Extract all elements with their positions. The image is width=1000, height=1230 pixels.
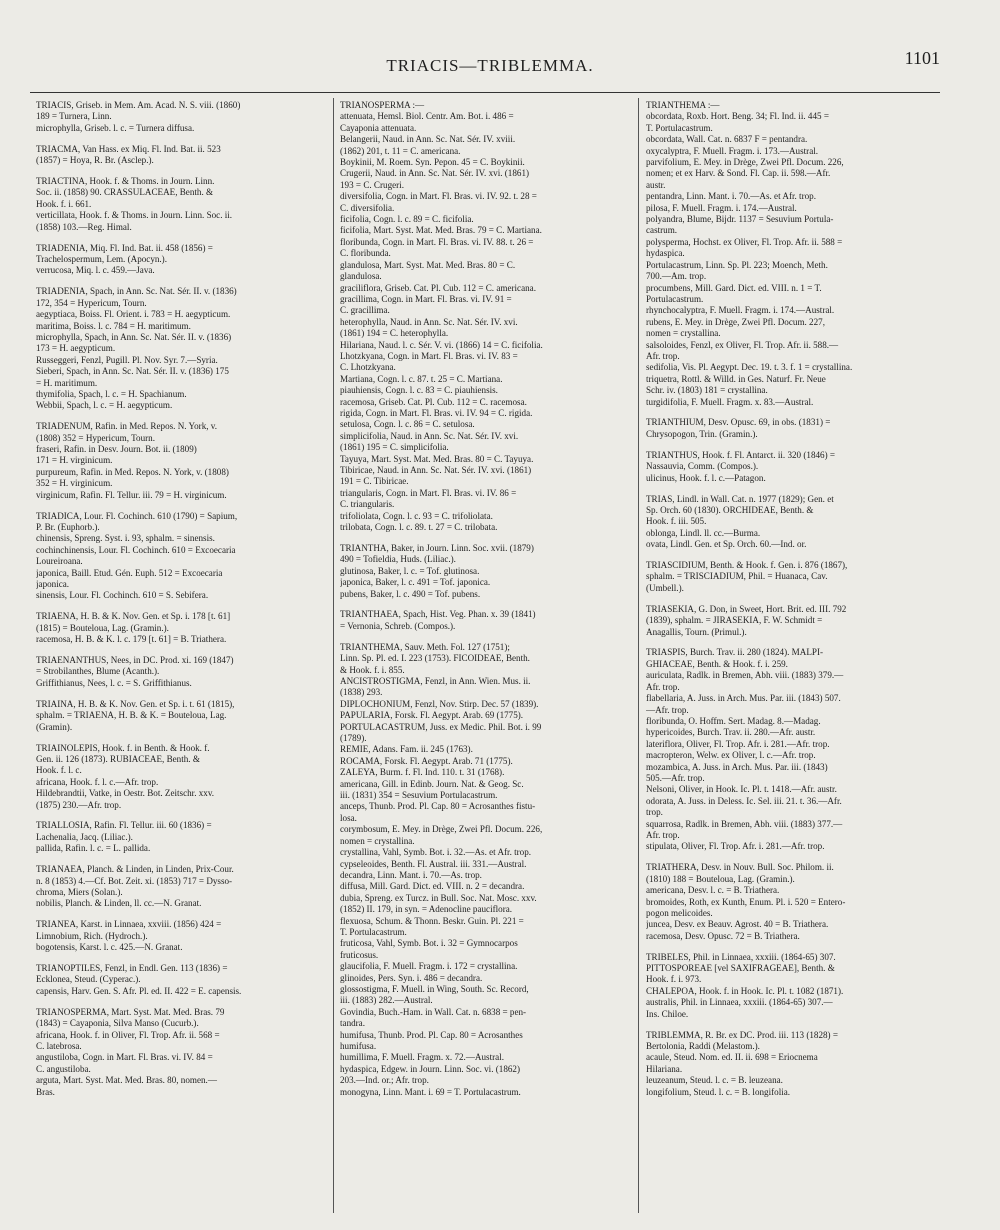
entry-line: nomen = crystallina. xyxy=(340,835,415,846)
dictionary-entry xyxy=(36,963,331,997)
entry-line: Ins. Chiloe. xyxy=(646,1008,689,1019)
entry-line: americana, Gill. in Edinb. Journ. Nat. & Geog. Sc. xyxy=(340,778,524,789)
entry-line: monogyna, Linn. Mant. i. 69 = T. Portulacastrum. xyxy=(340,1086,521,1097)
dictionary-entry xyxy=(36,286,331,411)
entry-line: Hook. f. l. c. xyxy=(36,765,82,776)
entry-line: oxycalyptra, F. Muell. Fragm. i. 173.—Austral. xyxy=(646,145,819,156)
entry-line: graciliflora, Griseb. Cat. Pl. Cub. 112 = C. americana. xyxy=(340,282,536,293)
entry-line: CHALEPOA, Hook. f. in Hook. Ic. Pl. t. 1082 (1871). xyxy=(646,985,844,996)
entry-line: japonica, Baill. Etud. Gén. Euph. 512 = Excoecaria xyxy=(36,567,223,578)
entry-line: Gen. ii. 126 (1873). RUBIACEAE, Benth. & xyxy=(36,753,200,764)
entry-headline: TRIANTHIUM, Desv. Opusc. 69, in obs. (1831) = xyxy=(646,417,831,428)
dictionary-entry xyxy=(36,243,331,277)
dictionary-entry xyxy=(646,417,941,440)
entry-line: Crugerii, Naud. in Ann. Sc. Nat. Sér. IV. xvi. (1861) xyxy=(340,168,530,179)
entry-line: thymifolia, Spach, l. c. = H. Spachianum. xyxy=(36,388,187,399)
entry-headline: TRIANTHEMA, Sauv. Meth. Fol. 127 (1751); xyxy=(340,641,510,652)
entry-headline: TRIANAEA, Planch. & Linden, in Linden, Prix-Cour. xyxy=(36,864,234,875)
entry-line: decandra, Linn. Mant. i. 70.—As. trop. xyxy=(340,869,482,880)
entry-line: 171 = H. virginicum. xyxy=(36,455,113,466)
entry-line: C. gracillima. xyxy=(340,305,390,316)
dictionary-entry xyxy=(646,952,941,1020)
entry-line: Afr. trop. xyxy=(646,829,680,840)
entry-line: obcordata, Roxb. Hort. Beng. 34; Fl. Ind. ii. 445 = xyxy=(646,111,829,122)
entry-line: juncea, Desv. ex Beauv. Agrost. 40 = B. Triathera. xyxy=(646,919,829,930)
entry-line: (1861) 194 = C. heterophylla. xyxy=(340,328,449,339)
entry-headline: TRIASEKIA, G. Don, in Sweet, Hort. Brit. ed. III. 792 xyxy=(646,603,847,614)
dictionary-entry xyxy=(36,176,331,233)
entry-line: leuzeanum, Steud. l. c. = B. leuzeana. xyxy=(646,1075,783,1086)
entry-headline: TRIANOSPERMA, Mart. Syst. Mat. Med. Bras. 79 xyxy=(36,1006,225,1017)
dictionary-entry xyxy=(36,919,331,953)
entry-line: japonica. xyxy=(36,579,70,590)
entry-line: Tayuya, Mart. Syst. Mat. Med. Bras. 80 = C. Tayuya. xyxy=(340,453,534,464)
entry-line: Sieberi, Spach, in Ann. Sc. Nat. Sér. II. v. (1836) 175 xyxy=(36,366,229,377)
entry-headline: TRIATHERA, Desv. in Nouv. Bull. Soc. Philom. ii. xyxy=(646,862,834,873)
entry-line: humillima, F. Muell. Fragm. x. 72.—Austral. xyxy=(340,1052,504,1063)
entry-line: polysperma, Hochst. ex Oliver, Fl. Trop. Afr. ii. 588 = xyxy=(646,236,843,247)
entry-line: PORTULACASTRUM, Juss. ex Medic. Phil. Bot. i. 99 xyxy=(340,721,542,732)
entry-line: corymbosum, E. Mey. in Drège, Zwei Pfl. Docum. 226, xyxy=(340,824,543,835)
dictionary-entry xyxy=(340,642,635,1098)
text-column-1 xyxy=(36,100,331,1218)
entry-line: C. angustiloba. xyxy=(36,1063,91,1074)
entry-line: humifusa. xyxy=(340,1041,377,1051)
entry-line: diffusa, Mill. Gard. Dict. ed. VIII. n. 2 = decandra. xyxy=(340,881,525,892)
entry-line: = H. maritimum. xyxy=(36,377,98,388)
entry-line: pentandra, Linn. Mant. i. 70.—As. et Afr. trop. xyxy=(646,191,816,202)
entry-line: simplicifolia, Naud. in Ann. Sc. Nat. Sér. IV. xvi. xyxy=(340,430,519,441)
entry-line: 189 = Turnera, Linn. xyxy=(36,111,112,122)
text-column-2 xyxy=(340,100,635,1218)
entry-line: macropteron, Welw. ex Oliver, l. c.—Afr. trop. xyxy=(646,750,816,761)
entry-line: fruticosa, Vahl, Symb. Bot. i. 32 = Gymnocarpos xyxy=(340,938,518,949)
entry-line: parvifolium, E. Mey. in Drège, Zwei Pfl. Docum. 226, xyxy=(646,157,844,168)
entry-headline: TRIADENIA, Spach, in Ann. Sc. Nat. Sér. II. v. (1836) xyxy=(36,286,237,297)
entry-line: Hook. f. i. 973. xyxy=(646,974,702,985)
entry-line: attenuata, Hemsl. Biol. Centr. Am. Bot. i. 486 = xyxy=(340,111,514,122)
entry-line: (1808) 352 = Hypericum, Tourn. xyxy=(36,432,155,443)
entry-line: 352 = H. virginicum. xyxy=(36,478,113,489)
entry-line: angustiloba, Cogn. in Mart. Fl. Bras. vi. IV. 84 = xyxy=(36,1052,213,1063)
entry-line: flexuosa, Schum. & Thonn. Beskr. Guin. Pl. 221 = xyxy=(340,915,524,926)
entry-line: pubens, Baker, l. c. 490 = Tof. pubens. xyxy=(340,588,481,599)
entry-line: (1858) 103.—Reg. Himal. xyxy=(36,221,132,232)
entry-line: racemosa, H. B. & K. l. c. 179 [t. 61] = B. Triathera. xyxy=(36,634,227,645)
entry-line: rubens, E. Mey. in Drège, Zwei Pfl. Docum. 227, xyxy=(646,316,825,327)
entry-line: racemosa, Desv. Opusc. 72 = B. Triathera. xyxy=(646,930,800,941)
entry-line: aegyptiaca, Boiss. Fl. Orient. i. 783 = H. aegypticum. xyxy=(36,309,231,320)
entry-line: microphylla, Griseb. l. c. = Turnera diffusa. xyxy=(36,122,195,133)
entry-line: Bras. xyxy=(36,1086,55,1097)
dictionary-entry xyxy=(36,1007,331,1098)
dictionary-entry xyxy=(340,609,635,632)
entry-headline: TRIBLEMMA, R. Br. ex DC. Prod. iii. 113 (1828) = xyxy=(646,1029,838,1040)
text-column-3 xyxy=(646,100,941,1218)
entry-line: C. triangularis. xyxy=(340,499,395,510)
entry-headline: TRIAENANTHUS, Nees, in DC. Prod. xi. 169 (1847) xyxy=(36,655,234,666)
entry-line: Nassauvia, Comm. (Compos.). xyxy=(646,461,759,472)
dictionary-entry xyxy=(646,604,941,638)
entry-line: sedifolia, Vis. Pl. Aegypt. Dec. 19. t. 3. f. 1 = crystallina. xyxy=(646,362,853,373)
dictionary-entry xyxy=(36,699,331,733)
entry-line: 490 = Tofieldia, Huds. (Liliac.). xyxy=(340,554,456,565)
entry-line: ovata, Lindl. Gen. et Sp. Orch. 60.—Ind. or. xyxy=(646,539,807,550)
entry-headline: TRIANTHAEA, Spach, Hist. Veg. Phan. x. 39 (1841) xyxy=(340,609,536,620)
entry-line: purpureum, Rafin. in Med. Repos. N. York, v. (1808) xyxy=(36,466,229,477)
entry-headline: TRIAINOLEPIS, Hook. f. in Benth. & Hook. f. xyxy=(36,742,210,753)
entry-line: hypericoides, Burch. Trav. ii. 280.—Afr. austr. xyxy=(646,727,816,738)
entry-line: 191 = C. Tibiricae. xyxy=(340,476,409,487)
entry-line: Hilariana. xyxy=(646,1063,683,1074)
entry-headline: TRIALLOSIA, Rafin. Fl. Tellur. iii. 60 (1836) = xyxy=(36,820,212,831)
entry-line: 700.—Am. trop. xyxy=(646,271,707,282)
column-divider xyxy=(333,98,334,1213)
dictionary-entry xyxy=(36,100,331,134)
entry-line: REMIE, Adans. Fam. ii. 245 (1763). xyxy=(340,744,473,755)
entry-line: —Afr. trop. xyxy=(646,704,689,715)
entry-headline: TRIAENA, H. B. & K. Nov. Gen. et Sp. i. 178 [t. 61] xyxy=(36,611,231,622)
entry-line: 193 = C. Crugeri. xyxy=(340,179,404,190)
entry-line: chinensis, Spreng. Syst. i. 93, sphalm. = sinensis. xyxy=(36,533,215,544)
entry-line: verrucosa, Miq. l. c. 459.—Java. xyxy=(36,265,155,276)
entry-line: Belangerii, Naud. in Ann. Sc. Nat. Sér. IV. xviii. xyxy=(340,134,516,145)
entry-line: trilobata, Cogn. l. c. 89. t. 27 = C. trilobata. xyxy=(340,522,498,533)
entry-line: squarrosa, Radlk. in Bremen, Abh. viii. (1883) 377.— xyxy=(646,818,843,829)
entry-line: C. diversifolia. xyxy=(340,202,395,213)
entry-line: (1789). xyxy=(340,733,367,744)
entry-line: 173 = H. aegypticum. xyxy=(36,343,116,354)
dictionary-entry xyxy=(340,100,635,533)
entry-headline: TRIANOSPERMA :— xyxy=(340,100,425,110)
dictionary-entry xyxy=(36,511,331,602)
entry-headline: TRIANOPTILES, Fenzl, in Endl. Gen. 113 (1836) = xyxy=(36,963,228,973)
dictionary-entry xyxy=(36,655,331,689)
entry-line: humifusa, Thunb. Prod. Pl. Cap. 80 = Acrosanthes xyxy=(340,1029,523,1040)
dictionary-entry xyxy=(646,450,941,484)
entry-line: obcordata, Wall. Cat. n. 6837 F = pentandra. xyxy=(646,134,808,145)
entry-line: floribunda, O. Hoffm. Sert. Madag. 8.—Madag. xyxy=(646,715,821,726)
entry-line: Loureiroana. xyxy=(36,556,83,567)
entry-line: arguta, Mart. Syst. Mat. Med. Bras. 80, nomen.— xyxy=(36,1075,217,1086)
entry-line: hydaspica. xyxy=(646,248,685,259)
entry-line: PAPULARIA, Forsk. Fl. Aegypt. Arab. 69 (1775). xyxy=(340,710,524,721)
entry-line: anceps, Thunb. Prod. Pl. Cap. 80 = Acrosanthes fistu- xyxy=(340,801,536,812)
entry-line: pilosa, F. Muell. Fragm. i. 174.—Austral. xyxy=(646,202,797,213)
entry-line: Anagallis, Tourn. (Primul.). xyxy=(646,626,747,637)
entry-line: pallida, Rafin. l. c. = L. pallida. xyxy=(36,843,151,854)
entry-line: longifolium, Steud. l. c. = B. longifolia. xyxy=(646,1086,791,1097)
entry-line: virginicum, Rafin. Fl. Tellur. iii. 79 = H. virginicum. xyxy=(36,489,227,500)
entry-line: 203.—Ind. or.; Afr. trop. xyxy=(340,1075,429,1086)
entry-line: ROCAMA, Forsk. Fl. Aegypt. Arab. 71 (1775). xyxy=(340,755,513,766)
entry-line: americana, Desv. l. c. = B. Triathera. xyxy=(646,885,780,896)
entry-line: nomen; et ex Harv. & Sond. Fl. Cap. ii. 598.—Afr. xyxy=(646,168,831,179)
entry-line: (Umbell.). xyxy=(646,582,684,593)
entry-line: tandra. xyxy=(340,1018,365,1029)
entry-line: cypseleoides, Benth. Fl. Austral. iii. 331.—Austral. xyxy=(340,858,527,869)
entry-line: cochinchinensis, Lour. Fl. Cochinch. 610 = Excoecaria xyxy=(36,544,236,555)
entry-line: n. 8 (1853) 4.—Cf. Bot. Zeit. xi. (1853) 717 = Dysso- xyxy=(36,875,233,886)
entry-headline: TRIACMA, Van Hass. ex Miq. Fl. Ind. Bat. ii. 523 xyxy=(36,143,221,154)
entry-line: & Hook. f. i. 855. xyxy=(340,664,405,675)
entry-line: lateriflora, Oliver, Fl. Trop. Afr. i. 281.—Afr. trop. xyxy=(646,738,830,749)
entry-line: glaucifolia, F. Muell. Fragm. i. 172 = crystallina. xyxy=(340,961,518,972)
entry-line: (1875) 230.—Afr. trop. xyxy=(36,799,122,810)
entry-line: verticillata, Hook. f. & Thoms. in Journ. Linn. Soc. ii. xyxy=(36,210,233,221)
entry-line: chroma, Miers (Solan.). xyxy=(36,886,123,897)
entry-line: Soc. ii. (1858) 90. CRASSULACEAE, Benth. & xyxy=(36,187,214,198)
entry-line: triquetra, Rottl. & Willd. in Ges. Naturf. Fr. Neue xyxy=(646,373,826,384)
entry-line: rhynchocalyptra, F. Muell. Fragm. i. 174.—Austral. xyxy=(646,305,835,316)
entry-line: Ecklonea, Steud. (Cyperac.). xyxy=(36,974,141,985)
entry-line: = Vernonia, Schreb. (Compos.). xyxy=(340,620,456,631)
running-title: TRIACIS—TRIBLEMMA. xyxy=(386,56,594,75)
entry-headline: TRIAINA, H. B. & K. Nov. Gen. et Sp. i. t. 61 (1815), xyxy=(36,698,235,709)
entry-line: glossostigma, F. Muell. in Wing, South. Sc. Record, xyxy=(340,983,529,994)
entry-line: ficifolia, Cogn. l. c. 89 = C. ficifolia. xyxy=(340,214,474,225)
entry-line: acaule, Steud. Nom. ed. II. ii. 698 = Eriocnema xyxy=(646,1052,818,1063)
entry-line: DIPLOCHONIUM, Fenzl, Nov. Stirp. Dec. 57 (1839). xyxy=(340,698,539,709)
entry-line: nomen = crystallina. xyxy=(646,328,721,339)
entry-line: diversifolia, Cogn. in Mart. Fl. Bras. vi. IV. 92. t. 28 = xyxy=(340,191,537,202)
entry-line: (1815) = Bouteloua, Lag. (Gramin.). xyxy=(36,622,169,633)
dictionary-entry xyxy=(646,862,941,942)
entry-line: trop. xyxy=(646,807,663,818)
entry-line: castrum. xyxy=(646,225,678,236)
entry-line: = Strobilanthes, Blume (Acanth.). xyxy=(36,666,160,677)
entry-line: (1861) 195 = C. simplicifolia. xyxy=(340,442,449,453)
entry-line: Webbii, Spach, l. c. = H. aegypticum. xyxy=(36,400,173,411)
entry-line: PITTOSPOREAE [vel SAXIFRAGEAE], Benth. & xyxy=(646,963,835,974)
entry-line: Portulacastrum. xyxy=(646,293,704,304)
entry-line: floribunda, Cogn. in Mart. Fl. Bras. vi. IV. 88. t. 26 = xyxy=(340,236,534,247)
entry-line: Hook. f. i. 661. xyxy=(36,198,92,209)
entry-line: iii. (1831) 354 = Sesuvium Portulacastrum. xyxy=(340,790,498,801)
entry-line: mozambica, A. Juss. in Arch. Mus. Par. iii. (1843) xyxy=(646,761,828,772)
entry-line: capensis, Harv. Gen. S. Afr. Pl. ed. II. 422 = E. capensis. xyxy=(36,985,242,996)
dictionary-entry xyxy=(36,611,331,645)
entry-line: bromoides, Roth, ex Kunth, Enum. Pl. i. 520 = Entero- xyxy=(646,896,846,907)
entry-line: C. floribunda. xyxy=(340,248,391,259)
entry-line: Lhotzkyana, Cogn. in Mart. Fl. Bras. vi. IV. 83 = xyxy=(340,350,518,361)
entry-headline: TRIANTHUS, Hook. f. Fl. Antarct. ii. 320 (1846) = xyxy=(646,449,836,460)
entry-line: C. Lhotzkyana. xyxy=(340,362,396,373)
entry-line: 172, 354 = Hypericum, Tourn. xyxy=(36,297,147,308)
entry-line: Trachelospermum, Lem. (Apocyn.). xyxy=(36,253,167,264)
entry-headline: TRIACTINA, Hook. f. & Thoms. in Journ. Linn. xyxy=(36,176,215,187)
entry-line: heterophylla, Naud. in Ann. Sc. Nat. Sér. IV. xvi. xyxy=(340,316,518,327)
entry-line: triangularis, Cogn. in Mart. Fl. Bras. vi. IV. 86 = xyxy=(340,487,517,498)
dictionary-entry xyxy=(646,100,941,408)
entry-headline: TRIBELES, Phil. in Linnaea, xxxiii. (1864-65) 307. xyxy=(646,951,836,962)
entry-line: auriculata, Radlk. in Bremen, Abh. viii. (1883) 379.— xyxy=(646,670,844,681)
entry-line: Lachenalia, Jacq. (Liliac.). xyxy=(36,831,133,842)
page-number: 1101 xyxy=(904,48,940,68)
entry-headline: TRIADICA, Lour. Fl. Cochinch. 610 (1790) = Sapium, xyxy=(36,510,238,521)
entry-line: ficifolia, Mart. Syst. Mat. Med. Bras. 79 = C. Martiana. xyxy=(340,225,542,236)
entry-line: Afr. trop. xyxy=(646,681,680,692)
entry-headline: TRIANTHA, Baker, in Journ. Linn. Soc. xvii. (1879) xyxy=(340,542,534,553)
entry-line: rigida, Cogn. in Mart. Fl. Bras. vi. IV. 94 = C. rigida. xyxy=(340,407,533,418)
entry-line: salsoloides, Fenzl, ex Oliver, Fl. Trop. Afr. ii. 588.— xyxy=(646,339,839,350)
entry-line: glandulosa. xyxy=(340,271,382,282)
entry-line: GHIACEAE, Benth. & Hook. f. i. 259. xyxy=(646,658,788,669)
entry-line: piauhiensis, Cogn. l. c. 83 = C. piauhiensis. xyxy=(340,385,498,396)
entry-line: Afr. trop. xyxy=(646,350,680,361)
entry-line: iii. (1883) 282.—Austral. xyxy=(340,995,433,1006)
entry-line: T. Portulacastrum. xyxy=(646,122,713,133)
entry-line: Bertolonia, Raddi (Melastom.). xyxy=(646,1040,760,1051)
entry-line: australis, Phil. in Linnaea, xxxiii. (1864-65) 307.— xyxy=(646,997,833,1008)
entry-line: africana, Hook. f. in Oliver, Fl. Trop. Afr. ii. 568 = xyxy=(36,1029,220,1040)
dictionary-entry xyxy=(646,647,941,852)
entry-line: hydaspica, Edgew. in Journ. Linn. Soc. vi. (1862) xyxy=(340,1063,520,1074)
entry-headline: TRIANEA, Karst. in Linnaea, xxviii. (1856) 424 = xyxy=(36,919,222,930)
column-divider xyxy=(638,98,639,1213)
entry-line: odorata, A. Juss. in Deless. Ic. Sel. iii. 21. t. 36.—Afr. xyxy=(646,795,842,806)
entry-line: africana, Hook. f. l. c.—Afr. trop. xyxy=(36,776,159,787)
entry-line: trifoliolata, Cogn. l. c. 93 = C. trifoliolata. xyxy=(340,510,493,521)
entry-line: polyandra, Blume, Bijdr. 1137 = Sesuvium Portula- xyxy=(646,214,834,225)
entry-line: glandulosa, Mart. Syst. Mat. Med. Bras. 80 = C. xyxy=(340,259,516,270)
entry-line: Griffithianus, Nees, l. c. = S. Griffithianus. xyxy=(36,677,192,688)
entry-line: P. Br. (Euphorb.). xyxy=(36,522,100,532)
entry-line: Hilariana, Naud. l. c. Sér. V. vi. (1866) 14 = C. ficifolia. xyxy=(340,339,543,350)
entry-line: sphalm. = TRIAENA, H. B. & K. = Bouteloua, Lag. xyxy=(36,710,227,721)
entry-headline: TRIACIS, Griseb. in Mem. Am. Acad. N. S. viii. (1860) xyxy=(36,100,241,110)
entry-line: C. latebrosa. xyxy=(36,1040,82,1051)
entry-line: Boykinii, M. Roem. Syn. Pepon. 45 = C. Boykinii. xyxy=(340,157,525,168)
entry-line: (1862) 201, t. 11 = C. americana. xyxy=(340,145,461,156)
entry-line: microphylla, Spach, in Ann. Sc. Nat. Sér. II. v. (1836) xyxy=(36,331,232,342)
entry-line: fruticosus. xyxy=(340,949,379,960)
entry-line: stipulata, Oliver, Fl. Trop. Afr. i. 281.—Afr. trop. xyxy=(646,841,825,852)
entry-line: glutinosa, Baker, l. c. = Tof. glutinosa. xyxy=(340,565,480,576)
entry-headline: TRIAS, Lindl. in Wall. Cat. n. 1977 (1829); Gen. et xyxy=(646,493,834,504)
dictionary-entry xyxy=(646,560,941,594)
entry-line: Schr. iv. (1803) 181 = crystallina. xyxy=(646,385,768,396)
entry-line: (1857) = Hoya, R. Br. (Asclep.). xyxy=(36,155,154,166)
entry-line: sphalm. = TRISCIADIUM, Phil. = Huanaca, Cav. xyxy=(646,571,828,582)
entry-line: japonica, Baker, l. c. 491 = Tof. japonica. xyxy=(340,577,491,588)
entry-line: dubia, Spreng. ex Turcz. in Bull. Soc. Nat. Mosc. xxv. xyxy=(340,892,537,903)
page-header xyxy=(40,48,940,88)
entry-line: austr. xyxy=(646,179,666,190)
entry-line: Russeggeri, Fenzl, Pugill. Pl. Nov. Syr. 7.—Syria. xyxy=(36,354,218,365)
entry-line: (Gramin). xyxy=(36,721,73,732)
entry-headline: TRIADENIA, Miq. Fl. Ind. Bat. ii. 458 (1856) = xyxy=(36,242,213,253)
entry-line: maritima, Boiss. l. c. 784 = H. maritimum. xyxy=(36,320,191,331)
entry-line: sinensis, Lour. Fl. Cochinch. 610 = S. Sebifera. xyxy=(36,590,209,601)
entry-line: Cayaponia attenuata. xyxy=(340,122,417,133)
entry-headline: TRIANTHEMA :— xyxy=(646,100,720,110)
dictionary-entry xyxy=(36,864,331,910)
entry-line: nobilis, Planch. & Linden, ll. cc.—N. Granat. xyxy=(36,898,202,909)
entry-line: bogotensis, Karst. l. c. 425.—N. Granat. xyxy=(36,942,183,953)
entry-line: Chrysopogon, Trin. (Gramin.). xyxy=(646,428,758,439)
entry-line: Govindia, Buch.-Ham. in Wall. Cat. n. 6838 = pen- xyxy=(340,1006,527,1017)
entry-line: turgidifolia, F. Muell. Fragm. x. 83.—Austral. xyxy=(646,396,814,407)
entry-line: Hildebrandtii, Vatke, in Oestr. Bot. Zeitschr. xxv. xyxy=(36,788,215,799)
entry-line: T. Portulacastrum. xyxy=(340,926,407,937)
entry-line: (1838) 293. xyxy=(340,687,383,698)
entry-line: oblonga, Lindl. ll. cc.—Burma. xyxy=(646,527,761,538)
dictionary-entry xyxy=(340,543,635,600)
dictionary-entry xyxy=(36,144,331,167)
entry-headline: TRIASPIS, Burch. Trav. ii. 280 (1824). MALPI- xyxy=(646,647,823,658)
entry-line: crystallina, Vahl, Symb. Bot. i. 32.—As. et Afr. trop. xyxy=(340,847,532,858)
dictionary-entry xyxy=(646,1030,941,1098)
dictionary-entry xyxy=(36,421,331,501)
entry-line: Tibiricae, Naud. in Ann. Sc. Nat. Sér. IV. xvi. (1861) xyxy=(340,465,532,475)
dictionary-entry xyxy=(646,494,941,551)
entry-line: (1810) 188 = Bouteloua, Lag. (Gramin.). xyxy=(646,873,795,884)
entry-line: ulicinus, Hook. f. l. c.—Patagon. xyxy=(646,472,766,483)
entry-line: procumbens, Mill. Gard. Dict. ed. VIII. n. 1 = T. xyxy=(646,282,822,293)
entry-line: glinoides, Pers. Syn. i. 486 = decandra. xyxy=(340,972,483,983)
entry-line: racemosa, Griseb. Cat. Pl. Cub. 112 = C. racemosa. xyxy=(340,396,527,407)
entry-line: Linn. Sp. Pl. ed. I. 223 (1753). FICOIDEAE, Benth. xyxy=(340,653,530,664)
entry-headline: TRIASCIDIUM, Benth. & Hook. f. Gen. i. 876 (1867), xyxy=(646,560,848,571)
entry-line: ANCISTROSTIGMA, Fenzl, in Ann. Wien. Mus. ii. xyxy=(340,676,531,686)
entry-line: Sp. Orch. 60 (1830). ORCHIDEAE, Benth. & xyxy=(646,504,814,515)
entry-line: Martiana, Cogn. l. c. 87. t. 25 = C. Martiana. xyxy=(340,373,503,384)
header-rule xyxy=(30,92,940,93)
entry-line: (1852) II. 179, in syn. = Adenocline pauciflora. xyxy=(340,904,513,915)
entry-line: losa. xyxy=(340,812,357,823)
entry-line: flabellaria, A. Juss. in Arch. Mus. Par. iii. (1843) 507. xyxy=(646,693,841,704)
entry-line: pogon melicoides. xyxy=(646,907,713,918)
entry-line: ZALEYA, Burm. f. Fl. Ind. 110. t. 31 (1768). xyxy=(340,767,505,778)
entry-line: gracillima, Cogn. in Mart. Fl. Bras. vi. IV. 91 = xyxy=(340,293,512,304)
entry-line: Nelsoni, Oliver, in Hook. Ic. Pl. t. 1418.—Afr. austr. xyxy=(646,784,837,795)
entry-line: (1843) = Cayaponia, Silva Manso (Cucurb.). xyxy=(36,1018,199,1029)
entry-headline: TRIADENUM, Rafin. in Med. Repos. N. York, v. xyxy=(36,421,218,432)
entry-line: (1839), sphalm. = JIRASEKIA, F. W. Schmidt = xyxy=(646,615,823,626)
dictionary-entry xyxy=(36,743,331,811)
entry-line: fraseri, Rafin. in Desv. Journ. Bot. ii. (1809) xyxy=(36,444,197,455)
entry-line: Limnobium, Rich. (Hydroch.). xyxy=(36,930,148,941)
dictionary-entry xyxy=(36,820,331,854)
entry-line: Portulacastrum, Linn. Sp. Pl. 223; Moench, Meth. xyxy=(646,259,828,270)
entry-line: setulosa, Cogn. l. c. 86 = C. setulosa. xyxy=(340,419,475,430)
entry-line: 505.—Afr. trop. xyxy=(646,772,705,783)
entry-line: Hook. f. iii. 505. xyxy=(646,516,707,527)
